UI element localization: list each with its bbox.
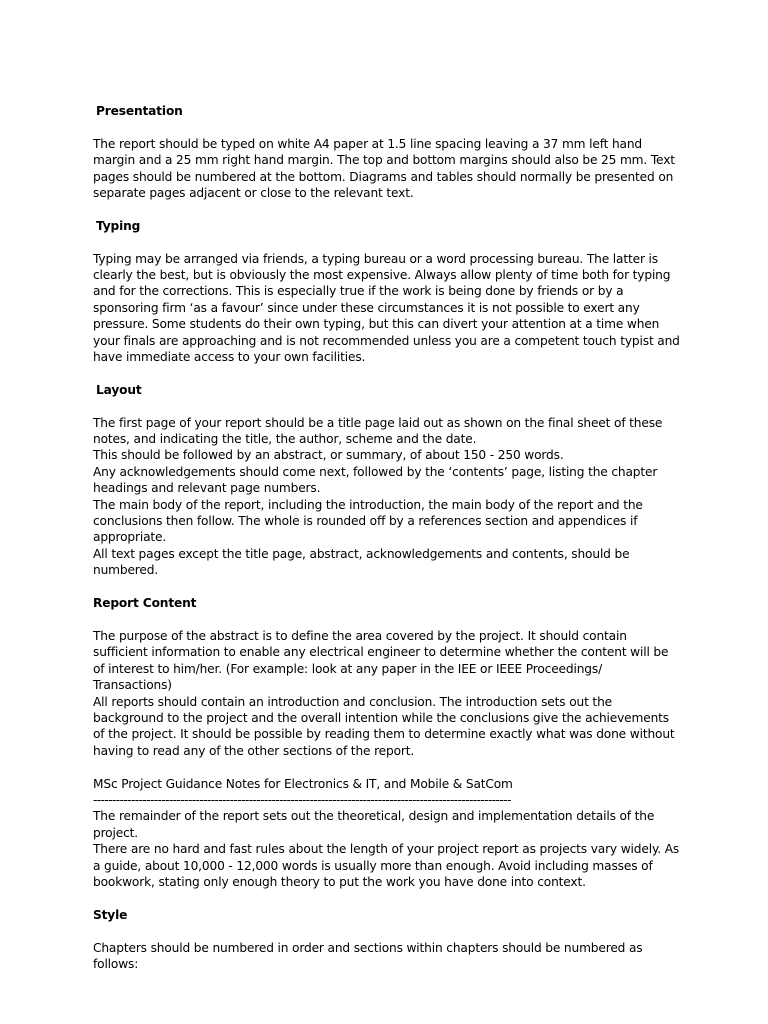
running-header-title: MSc Project Guidance Notes for Electronics & IT, and Mobile & SatCom xyxy=(93,776,513,791)
layout-line: All text pages except the title page, abstract, acknowledgements and contents, should be numbered. xyxy=(93,546,630,578)
running-header-rule: -------------------------------------------------------------------------------------------------------------- xyxy=(93,792,511,807)
heading-presentation: Presentation xyxy=(96,104,183,118)
remainder-line: The remainder of the report sets out the theoretical, design and implementation details of the project. xyxy=(93,809,655,840)
layout-line: Any acknowledgements should come next, followed by the ‘contents’ page, listing the chapter headings and relevant page numbers. xyxy=(93,464,658,496)
heading-report-content: Report Content xyxy=(93,596,197,611)
report-content-line: All reports should contain an introduction and conclusion. The introduction sets out the background to the project and the overall intention while the conclusions give the achievements of the project. It should be possible by reading them to determine exactly what was done without having to read any of the other sections of the report. xyxy=(93,694,675,758)
heading-typing: Typing xyxy=(96,218,141,233)
report-content-line: The purpose of the abstract is to define the area covered by the project. It should contain sufficient information to enable any electrical engineer to determine whether the content will be of interest to him/her. (For example: look at any paper in the IEE or IEEE Proceedings/ Transactions) xyxy=(93,628,669,693)
layout-line: This should be followed by an abstract, or summary, of about 150 - 250 words. xyxy=(93,448,564,463)
paragraph-typing: Typing may be arranged via friends, a typing bureau or a word processing bureau. The latter is clearly the best, but is obviously the most expensive. Always allow plenty of time both for typing and for the corrections. This is especially true if the work is being done by friends or by a sponsoring firm ‘as a favour’ since under these circumstances it is not possible to exert any pressure. Some students do their own typing, but this can divert your attention at a time when your finals are approaching and is not recommended unless you are a competent touch typist and have immediate access to your own facilities. xyxy=(93,251,680,365)
document-page xyxy=(93,103,683,972)
heading-layout: Layout xyxy=(96,382,142,397)
layout-line: The main body of the report, including the introduction, the main body of the report and the conclusions then follow. The whole is rounded off by a references section and appendices if appropriate. xyxy=(93,497,643,545)
layout-line: The first page of your report should be a title page laid out as shown on the final sheet of these notes, and indicating the title, the author, scheme and the date. xyxy=(93,415,663,447)
heading-style: Style xyxy=(93,907,128,922)
paragraph-style: Chapters should be numbered in order and sections within chapters should be numbered as follows: xyxy=(93,940,643,971)
remainder-line: There are no hard and fast rules about the length of your project report as projects vary widely. As a guide, about 10,000 - 12,000 words is usually more than enough. Avoid including masses of bookwork, stating only enough theory to put the work you have done into context. xyxy=(93,842,680,889)
paragraph-presentation: The report should be typed on white A4 paper at 1.5 line spacing leaving a 37 mm left hand margin and a 25 mm right hand margin. The top and bottom margins should also be 25 mm. Text pages should be numbered at the bottom. Diagrams and tables should normally be presented on separate pages adjacent or close to the relevant text. xyxy=(93,136,675,201)
